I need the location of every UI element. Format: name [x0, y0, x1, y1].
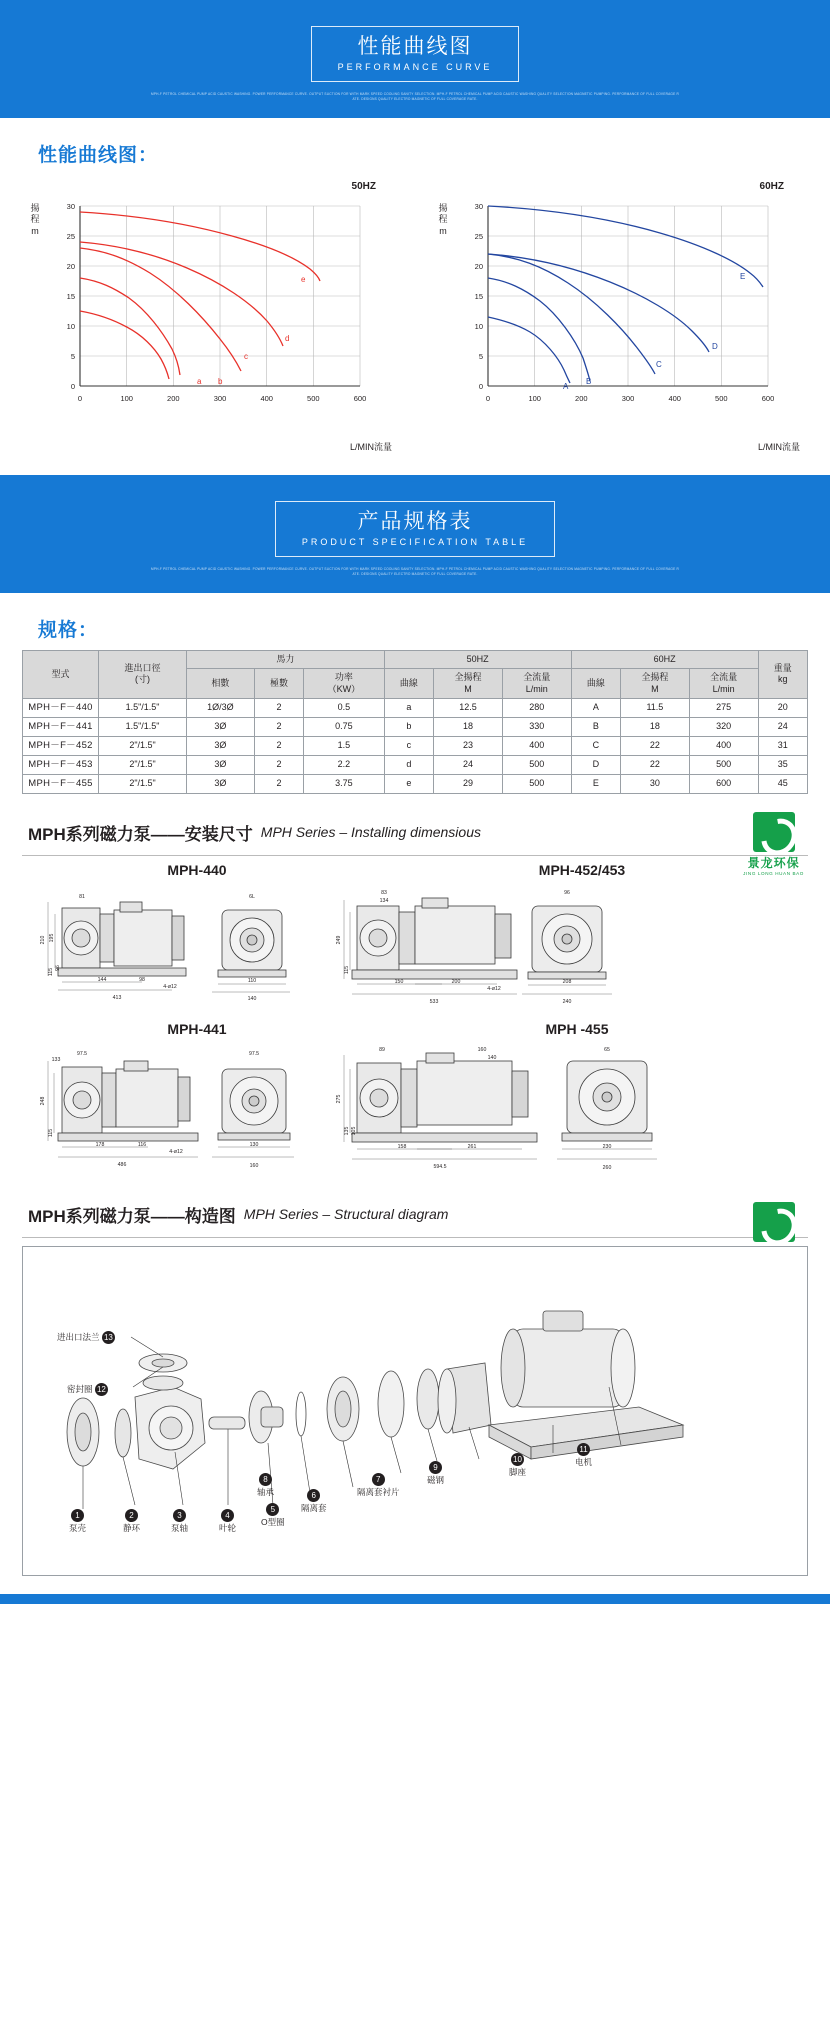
- dimensions-heading-cn: MPH系列磁力泵——安装尺寸: [28, 824, 253, 844]
- svg-text:200: 200: [451, 978, 461, 985]
- svg-text:5: 5: [478, 352, 483, 361]
- cell-bore: 2"/1.5": [99, 774, 187, 793]
- dimension-row-1: [0, 856, 830, 1015]
- svg-text:400: 400: [260, 394, 273, 403]
- cell-flow50: 500: [502, 755, 571, 774]
- svg-text:230: 230: [602, 1143, 612, 1150]
- svg-text:a: a: [197, 377, 202, 386]
- drawing-441-svg: [22, 1039, 312, 1179]
- svg-text:413: 413: [112, 994, 122, 1001]
- svg-text:240: 240: [562, 998, 572, 1005]
- svg-text:130: 130: [249, 1141, 259, 1148]
- cell-head60: 11.5: [621, 698, 690, 717]
- structure-heading-en: MPH Series – Structural diagram: [243, 1206, 449, 1223]
- svg-text:b: b: [218, 377, 223, 386]
- svg-text:133: 133: [51, 1056, 61, 1063]
- performance-curve-banner: [0, 0, 830, 118]
- svg-text:100: 100: [120, 394, 133, 403]
- banner2-microtext: MPH-F PETROL CHEMICAL PUMP ACID CAUSTIC WASHING. POWER PERFORMANCE CURVE. OUTPUT SUCTION FOR WITH MARK SPEED COOLING SANITY SELECTION. MPH-F PETROL CHEMICAL PUMP ACID CAUSTIC WASHING QUALITY SELECTION MAGNETIC PUMPING. PERFORMANCE OF FULL COVERAGE RATE. DESIGNS QUALITY ELECTRO MAGNETIC OF FULL COVERAGE RATE.: [150, 567, 680, 577]
- callout-label-5: O型圈: [261, 1516, 285, 1527]
- chart-50hz: [22, 181, 400, 451]
- cell-poles: 2: [254, 736, 303, 755]
- callout-12: [67, 1383, 108, 1396]
- structure-heading: [0, 1184, 830, 1233]
- svg-text:160: 160: [249, 1162, 259, 1169]
- svg-text:115: 115: [48, 1128, 54, 1137]
- th-poles: 極數: [254, 669, 303, 699]
- cell-flow50: 330: [502, 717, 571, 736]
- svg-text:115: 115: [48, 967, 54, 976]
- cell-phase: 3Ø: [187, 755, 255, 774]
- banner2-title-en: PRODUCT SPECIFICATION TABLE: [301, 537, 529, 548]
- svg-text:260: 260: [602, 1164, 612, 1171]
- cell-weight: 35: [758, 755, 807, 774]
- th-flow-50: [502, 669, 571, 699]
- cell-bore: 2"/1.5": [99, 755, 187, 774]
- svg-text:178: 178: [95, 1141, 105, 1148]
- table-row: [23, 717, 808, 736]
- cell-curve60: E: [571, 774, 620, 793]
- spec-header-row-1: [23, 651, 808, 669]
- cell-curve60: B: [571, 717, 620, 736]
- footer-bar: [0, 1594, 830, 1604]
- callout-label-9: 磁钢: [427, 1474, 445, 1485]
- th-kw-l1: 功率: [334, 672, 353, 683]
- callout-num-5: 5: [266, 1503, 279, 1516]
- cell-curve60: A: [571, 698, 620, 717]
- svg-text:c: c: [244, 352, 248, 361]
- svg-text:A: A: [563, 382, 569, 391]
- svg-text:140: 140: [487, 1054, 497, 1061]
- svg-text:533: 533: [429, 998, 439, 1005]
- svg-text:D: D: [712, 342, 718, 351]
- banner-microtext: MPH-F PETROL CHEMICAL PUMP ACID CAUSTIC WASHING. POWER PERFORMANCE CURVE. OUTPUT SUCTION FOR WITH MARK SPEED COOLING SANITY SELECTION. MPH-F PETROL CHEMICAL PUMP ACID CAUSTIC WASHING QUALITY SELECTION MAGNETIC PUMPING. PERFORMANCE OF FULL COVERAGE RATE. DESIGNS QUALITY ELECTRO MAGNETIC OF FULL COVERAGE RATE.: [150, 92, 680, 102]
- cell-model: MPH－F－455: [23, 774, 99, 793]
- cell-flow60: 320: [689, 717, 758, 736]
- drawing-mph-455: [322, 1021, 792, 1184]
- svg-text:0: 0: [485, 394, 491, 403]
- structure-divider: [22, 1237, 808, 1238]
- svg-text:160: 160: [477, 1046, 487, 1053]
- cell-curve60: C: [571, 736, 620, 755]
- callout-num-4: 4: [221, 1509, 234, 1522]
- chart-60hz-xlabel: L/MIN流量: [757, 442, 800, 452]
- svg-text:25: 25: [474, 232, 483, 241]
- cell-kw: 1.5: [304, 736, 385, 755]
- dimensions-heading-en: MPH Series – Installing dimensious: [260, 824, 481, 841]
- drawing-452-svg: [322, 880, 792, 1010]
- callout-label-10: 脚座: [509, 1466, 527, 1477]
- cell-phase: 3Ø: [187, 736, 255, 755]
- cell-flow50: 400: [502, 736, 571, 755]
- cell-flow50: 280: [502, 698, 571, 717]
- cell-model: MPH－F－440: [23, 698, 99, 717]
- logo-text-cn: 景龙环保: [747, 855, 800, 870]
- th-bore-l1: 進出口徑: [124, 663, 161, 674]
- svg-text:30: 30: [474, 202, 483, 211]
- cell-bore: 2"/1.5": [99, 736, 187, 755]
- table-row: [23, 736, 808, 755]
- svg-text:B: B: [586, 377, 592, 386]
- svg-text:83: 83: [381, 889, 387, 896]
- th-flow-60: [689, 669, 758, 699]
- callout-label-13: 进出口法兰: [57, 1331, 100, 1342]
- th-bore: [99, 651, 187, 699]
- cell-phase: 1Ø/3Ø: [187, 698, 255, 717]
- svg-text:400: 400: [668, 394, 681, 403]
- th-bore-l2: (寸): [135, 674, 151, 685]
- callout-label-8: 轴承: [257, 1486, 275, 1497]
- callout-1: [69, 1509, 86, 1534]
- cell-phase: 3Ø: [187, 717, 255, 736]
- table-row: [23, 755, 808, 774]
- banner2-title-box: [275, 501, 555, 557]
- cell-head50: 29: [434, 774, 503, 793]
- cell-poles: 2: [254, 698, 303, 717]
- svg-text:134: 134: [379, 897, 389, 904]
- th-head-50-l1: 全揚程: [454, 672, 482, 683]
- svg-text:116: 116: [137, 1141, 147, 1148]
- callout-num-12: 12: [95, 1383, 108, 1396]
- svg-text:10: 10: [66, 322, 75, 331]
- spec-table-wrap: [0, 650, 830, 794]
- leaf-logo-icon: [753, 1202, 795, 1242]
- dimension-row-2: [0, 1015, 830, 1184]
- svg-text:600: 600: [353, 394, 367, 403]
- svg-text:200: 200: [575, 394, 588, 403]
- callout-num-2: 2: [125, 1509, 138, 1522]
- callout-label-7: 隔离套衬片: [357, 1486, 400, 1497]
- svg-text:486: 486: [117, 1161, 127, 1168]
- svg-text:15: 15: [66, 292, 75, 301]
- svg-text:248: 248: [40, 1096, 46, 1106]
- cell-curve50: b: [384, 717, 433, 736]
- chart-60hz-ylabel: 揚 程 m: [438, 203, 448, 236]
- cell-head60: 30: [621, 774, 690, 793]
- cell-head50: 12.5: [434, 698, 503, 717]
- th-flow-60-l2: L/min: [712, 683, 735, 694]
- th-horsepower: 馬力: [187, 651, 385, 669]
- svg-text:5: 5: [70, 352, 75, 361]
- cell-head60: 22: [621, 755, 690, 774]
- svg-text:98: 98: [139, 976, 145, 983]
- svg-text:105: 105: [351, 1126, 357, 1136]
- th-weight: [758, 651, 807, 699]
- svg-text:195: 195: [49, 933, 55, 943]
- svg-text:300: 300: [621, 394, 635, 403]
- callout-label-11: 电机: [575, 1456, 593, 1467]
- callout-8: [257, 1473, 274, 1498]
- spec-table-body: [23, 698, 808, 793]
- svg-text:10: 10: [474, 322, 483, 331]
- callout-num-3: 3: [173, 1509, 186, 1522]
- logo-text-en: JING LONG HUAN BAO: [743, 870, 804, 876]
- callout-num-6: 6: [307, 1489, 320, 1502]
- spec-table-head: [23, 651, 808, 699]
- th-50hz: 50HZ: [384, 651, 571, 669]
- cell-model: MPH－F－441: [23, 717, 99, 736]
- cell-kw: 0.75: [304, 717, 385, 736]
- spec-table: [22, 650, 808, 794]
- th-flow-50-l1: 全流量: [523, 672, 551, 683]
- drawing-455-svg: [322, 1039, 792, 1179]
- callout-6: [301, 1489, 327, 1514]
- svg-text:275: 275: [336, 1094, 342, 1104]
- callout-num-7: 7: [372, 1473, 385, 1486]
- chart-60hz-title: 60HZ: [759, 181, 784, 192]
- table-row: [23, 698, 808, 717]
- drawing-mph-440: [22, 862, 312, 1015]
- cell-curve60: D: [571, 755, 620, 774]
- svg-text:15: 15: [474, 292, 483, 301]
- cell-flow60: 400: [689, 736, 758, 755]
- cell-kw: 2.2: [304, 755, 385, 774]
- svg-text:200: 200: [167, 394, 180, 403]
- structural-diagram: [22, 1246, 808, 1576]
- callout-label-1: 泵壳: [69, 1522, 87, 1533]
- banner-title-box: [311, 26, 520, 82]
- svg-text:208: 208: [562, 978, 572, 985]
- svg-text:150: 150: [394, 978, 404, 985]
- product-spec-banner: [0, 475, 830, 593]
- svg-text:d: d: [285, 334, 290, 343]
- svg-text:97.5: 97.5: [76, 1050, 88, 1057]
- th-weight-l2: kg: [778, 674, 788, 685]
- th-head-60-l1: 全揚程: [641, 672, 669, 683]
- svg-text:140: 140: [247, 995, 257, 1002]
- callout-num-10: 10: [511, 1453, 524, 1466]
- svg-text:4-ø12: 4-ø12: [163, 983, 177, 990]
- banner-title-cn: 性能曲线图: [357, 35, 473, 58]
- cell-curve50: d: [384, 755, 433, 774]
- svg-text:4-ø12: 4-ø12: [169, 1148, 183, 1155]
- cell-weight: 20: [758, 698, 807, 717]
- cell-curve50: e: [384, 774, 433, 793]
- svg-text:158: 158: [397, 1143, 407, 1150]
- cell-weight: 31: [758, 736, 807, 755]
- th-flow-50-l2: L/min: [525, 683, 548, 694]
- callout-label-4: 叶轮: [219, 1522, 237, 1533]
- cell-poles: 2: [254, 717, 303, 736]
- svg-text:249: 249: [336, 935, 342, 945]
- callout-7: [357, 1473, 400, 1498]
- cell-head50: 23: [434, 736, 503, 755]
- svg-text:81: 81: [79, 893, 85, 900]
- svg-text:261: 261: [467, 1143, 477, 1150]
- th-head-60-l2: M: [651, 683, 659, 694]
- svg-text:500: 500: [307, 394, 320, 403]
- callout-num-1: 1: [71, 1509, 84, 1522]
- drawing-title-452: MPH-452/453: [538, 861, 626, 878]
- cell-poles: 2: [254, 774, 303, 793]
- callout-3: [171, 1509, 188, 1534]
- cell-kw: 0.5: [304, 698, 385, 717]
- drawing-440-svg: [22, 880, 312, 1010]
- svg-text:500: 500: [715, 394, 728, 403]
- callout-label-6: 隔离套: [301, 1502, 327, 1513]
- callout-num-13: 13: [102, 1331, 115, 1344]
- svg-text:97.5: 97.5: [248, 1050, 260, 1057]
- svg-text:0: 0: [70, 382, 75, 391]
- svg-text:96: 96: [55, 964, 61, 971]
- callout-10: [509, 1453, 526, 1478]
- svg-text:110: 110: [247, 977, 257, 984]
- leaf-logo-icon: [753, 812, 795, 852]
- svg-text:6L: 6L: [249, 893, 255, 900]
- cell-flow50: 500: [502, 774, 571, 793]
- svg-text:0: 0: [478, 382, 483, 391]
- th-kw-l2: （KW）: [327, 683, 361, 694]
- cell-head60: 18: [621, 717, 690, 736]
- callout-11: [575, 1443, 592, 1468]
- callout-label-3: 泵轴: [171, 1522, 189, 1533]
- svg-text:96: 96: [564, 889, 570, 896]
- drawing-mph-441: [22, 1021, 312, 1184]
- structural-diagram-svg: [23, 1247, 807, 1575]
- svg-text:115: 115: [344, 965, 350, 974]
- banner-title-en: PERFORMANCE CURVE: [337, 62, 493, 73]
- th-60hz: 60HZ: [571, 651, 758, 669]
- callout-label-12: 密封圈: [67, 1383, 93, 1394]
- svg-text:4-ø12: 4-ø12: [487, 985, 501, 992]
- svg-text:30: 30: [66, 202, 75, 211]
- section-heading-spec: 规格：: [38, 620, 99, 641]
- callout-5: [261, 1503, 285, 1528]
- chart-60hz-plot: [430, 181, 808, 451]
- cell-model: MPH－F－452: [23, 736, 99, 755]
- section-heading-performance: 性能曲线图：: [38, 145, 159, 166]
- cell-flow60: 600: [689, 774, 758, 793]
- svg-text:135: 135: [344, 1126, 350, 1136]
- drawing-title-455: MPH -455: [545, 1020, 609, 1037]
- svg-text:65: 65: [604, 1046, 610, 1053]
- svg-text:300: 300: [213, 394, 227, 403]
- callout-13: [57, 1331, 115, 1344]
- banner2-title-cn: 产品规格表: [357, 510, 473, 533]
- svg-text:100: 100: [528, 394, 541, 403]
- callout-num-8: 8: [259, 1473, 272, 1486]
- callout-label-2: 静环: [123, 1522, 141, 1533]
- svg-text:144: 144: [97, 976, 107, 983]
- drawing-title-440: MPH-440: [167, 861, 227, 878]
- th-curve-60: 曲線: [571, 669, 620, 699]
- svg-text:20: 20: [66, 262, 75, 271]
- th-phase: 相數: [187, 669, 255, 699]
- callout-num-11: 11: [577, 1443, 590, 1456]
- svg-text:600: 600: [761, 394, 775, 403]
- th-weight-l1: 重量: [773, 663, 792, 674]
- svg-text:0: 0: [77, 394, 83, 403]
- chart-50hz-title: 50HZ: [351, 181, 376, 192]
- chart-50hz-ylabel: 揚 程 m: [30, 203, 40, 236]
- cell-bore: 1.5"/1.5": [99, 717, 187, 736]
- chart-50hz-xlabel: L/MIN流量: [349, 442, 392, 452]
- th-kw: [304, 669, 385, 699]
- svg-text:89: 89: [379, 1046, 385, 1053]
- charts-container: [0, 175, 830, 451]
- th-model: 型式: [23, 651, 99, 699]
- th-head-50-l2: M: [464, 683, 472, 694]
- svg-text:25: 25: [66, 232, 75, 241]
- cell-curve50: c: [384, 736, 433, 755]
- chart-50hz-plot: [22, 181, 400, 451]
- callout-num-9: 9: [429, 1461, 442, 1474]
- cell-weight: 24: [758, 717, 807, 736]
- svg-text:E: E: [740, 272, 746, 281]
- table-row: [23, 774, 808, 793]
- drawing-mph-452-453: [322, 862, 792, 1015]
- svg-text:210: 210: [40, 935, 46, 945]
- th-head-50: [434, 669, 503, 699]
- cell-kw: 3.75: [304, 774, 385, 793]
- drawing-title-441: MPH-441: [167, 1020, 227, 1037]
- th-flow-60-l1: 全流量: [710, 672, 738, 683]
- cell-weight: 45: [758, 774, 807, 793]
- svg-text:594.5: 594.5: [433, 1163, 447, 1170]
- callout-9: [427, 1461, 444, 1486]
- cell-bore: 1.5"/1.5": [99, 698, 187, 717]
- cell-phase: 3Ø: [187, 774, 255, 793]
- cell-flow60: 275: [689, 698, 758, 717]
- cell-head50: 18: [434, 717, 503, 736]
- cell-head60: 22: [621, 736, 690, 755]
- callout-2: [123, 1509, 140, 1534]
- cell-flow60: 500: [689, 755, 758, 774]
- callout-4: [219, 1509, 236, 1534]
- cell-curve50: a: [384, 698, 433, 717]
- cell-poles: 2: [254, 755, 303, 774]
- svg-text:e: e: [301, 275, 306, 284]
- svg-text:C: C: [656, 360, 662, 369]
- cell-model: MPH－F－453: [23, 755, 99, 774]
- cell-head50: 24: [434, 755, 503, 774]
- th-curve-50: 曲線: [384, 669, 433, 699]
- svg-text:20: 20: [474, 262, 483, 271]
- th-head-60: [621, 669, 690, 699]
- structure-heading-cn: MPH系列磁力泵——构造图: [28, 1206, 236, 1226]
- chart-60hz: [430, 181, 808, 451]
